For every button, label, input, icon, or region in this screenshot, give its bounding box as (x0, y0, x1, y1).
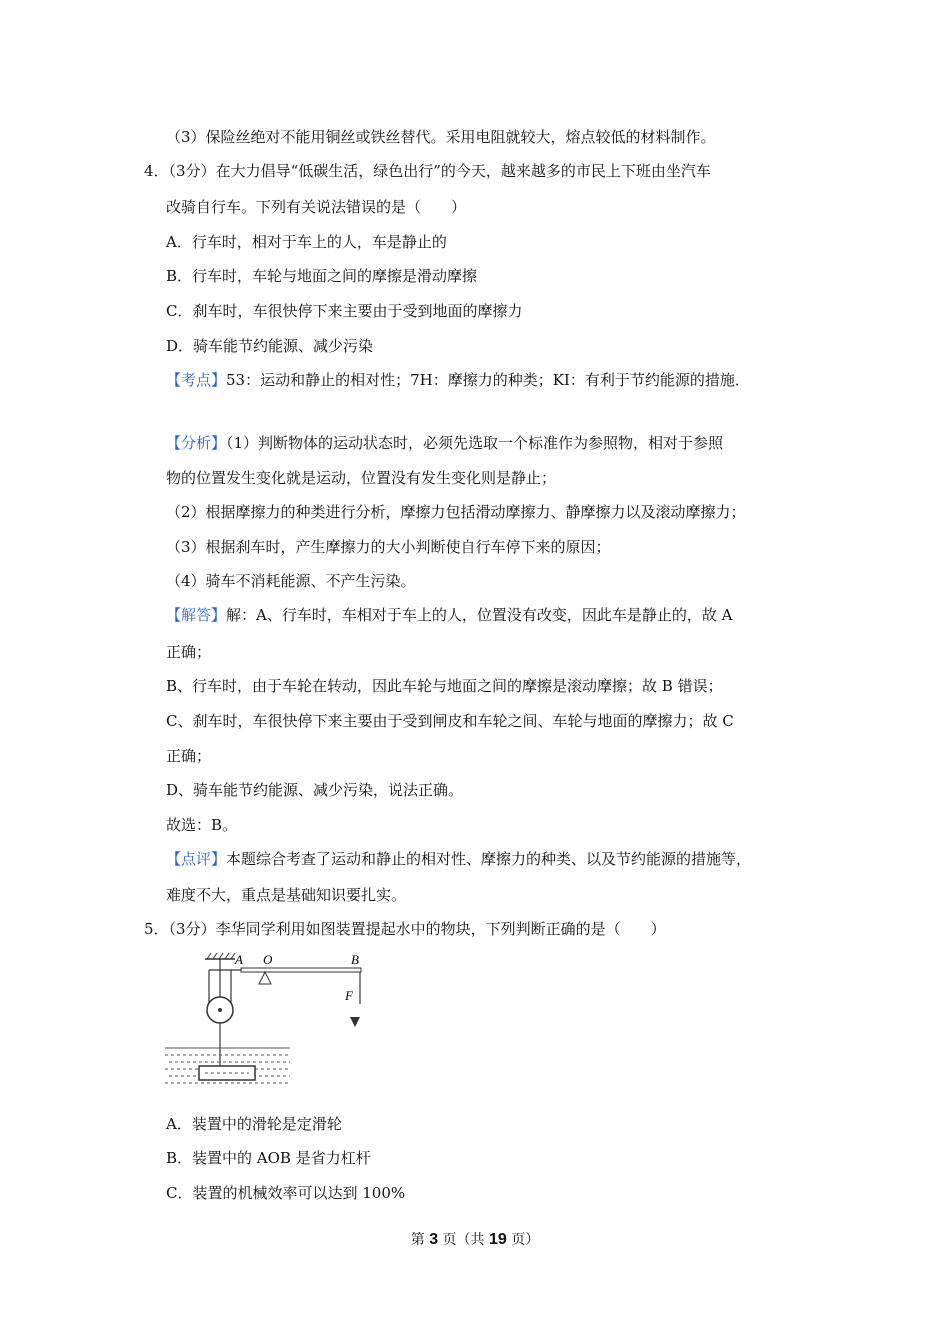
q4-fenxi-line4: （3）根据刹车时，产生摩擦力的大小判断使自行车停下来的原因； (166, 538, 611, 556)
prev-note-3: （3）保险丝绝对不能用铜丝或铁丝替代。采用电阻就较大，熔点较低的材料制作。 (166, 128, 716, 146)
fenxi-tag: 【分析】 (166, 434, 227, 452)
footer-prefix: 第 (410, 1232, 430, 1248)
force-arrow-icon (345, 993, 365, 1029)
footer-total-pages: 19 (489, 1231, 507, 1248)
q4-jieda-line4: C、刹车时，车很快停下来主要由于受到闸皮和车轮之间、车轮与地面的摩擦力；故 C (166, 712, 734, 730)
kaodian-tag: 【考点】 (166, 371, 227, 389)
ceiling-hatch-icon (205, 953, 235, 959)
q4-option-d: D．骑车能节约能源、减少污染 (166, 337, 374, 355)
pulley-lever-figure (165, 950, 359, 1090)
dianping-text-1: 本题综合考查了运动和静止的相对性、摩擦力的种类、以及节约能源的措施等， (226, 850, 752, 868)
q4-dianping-line2: 难度不大，重点是基础知识要扎实。 (166, 886, 407, 904)
q4-jieda-line1 (166, 605, 732, 625)
q4-fenxi-line3: （2）根据摩擦力的种类进行分析，摩擦力包括滑动摩擦力、静摩擦力以及滚动摩擦力； (166, 503, 746, 521)
footer-page-number: 3 (429, 1231, 439, 1248)
footer-mid: 页（共 (438, 1232, 489, 1248)
q4-jieda-line7: 故选：B。 (166, 816, 238, 834)
q4-stem-line1: 4．（3分）在大力倡导“低碳生活，绿色出行”的今天，越来越多的市民上下班由坐汽车 (144, 162, 711, 180)
label-a: A (235, 952, 243, 967)
q5-option-c: C．装置的机械效率可以达到 100% (166, 1184, 406, 1202)
fenxi-text-1: （1）判断物体的运动状态时，必须先选取一个标准作为参照物，相对于参照 (226, 434, 724, 452)
q4-dianping-line1 (166, 849, 751, 869)
q4-jieda-line2: 正确； (166, 643, 212, 661)
q4-fenxi-line2: 物的位置发生变化就是运动，位置没有发生变化则是静止； (166, 469, 557, 487)
q4-option-c: C．刹车时，车很快停下来主要由于受到地面的摩擦力 (166, 302, 523, 320)
q5-option-a: A．装置中的滑轮是定滑轮 (166, 1115, 342, 1133)
label-o: O (263, 952, 273, 967)
q4-option-b: B．行车时，车轮与地面之间的摩擦是滑动摩擦 (166, 267, 478, 285)
q5-stem: 5．（3分）李华同学利用如图装置提起水中的物块，下列判断正确的是（ ） (144, 920, 666, 938)
q4-option-a: A．行车时，相对于车上的人，车是静止的 (166, 233, 447, 251)
q4-fenxi-line1 (166, 433, 723, 453)
page-footer (0, 1229, 950, 1249)
footer-suffix: 页） (506, 1232, 540, 1248)
q4-stem-line2: 改骑自行车。下列有关说法错误的是（ ） (166, 198, 467, 216)
q4-kaodian (166, 370, 750, 390)
label-f: F (345, 988, 353, 1003)
dianping-tag: 【点评】 (166, 850, 227, 868)
q4-jieda-line6: D、骑车能节约能源、减少污染，说法正确。 (166, 781, 464, 799)
jieda-tag: 【解答】 (166, 606, 227, 624)
lever-bar (241, 968, 361, 972)
kaodian-text: 53：运动和静止的相对性；7H：摩擦力的种类；KI：有利于节约能源的措施． (226, 371, 750, 389)
q4-fenxi-line5: （4）骑车不消耗能源、不产生污染。 (166, 572, 416, 590)
q4-jieda-line5: 正确； (166, 747, 212, 765)
fulcrum-icon (259, 972, 271, 984)
label-b: B (351, 952, 359, 967)
q4-jieda-line3: B、行车时，由于车轮在转动，因此车轮与地面之间的摩擦是滚动摩擦；故 B 错误； (166, 677, 723, 695)
jieda-text-1: 解：A、行车时，车相对于车上的人，位置没有改变，因此车是静止的，故 A (226, 606, 733, 624)
q5-option-b: B．装置中的 AOB 是省力杠杆 (166, 1149, 371, 1167)
